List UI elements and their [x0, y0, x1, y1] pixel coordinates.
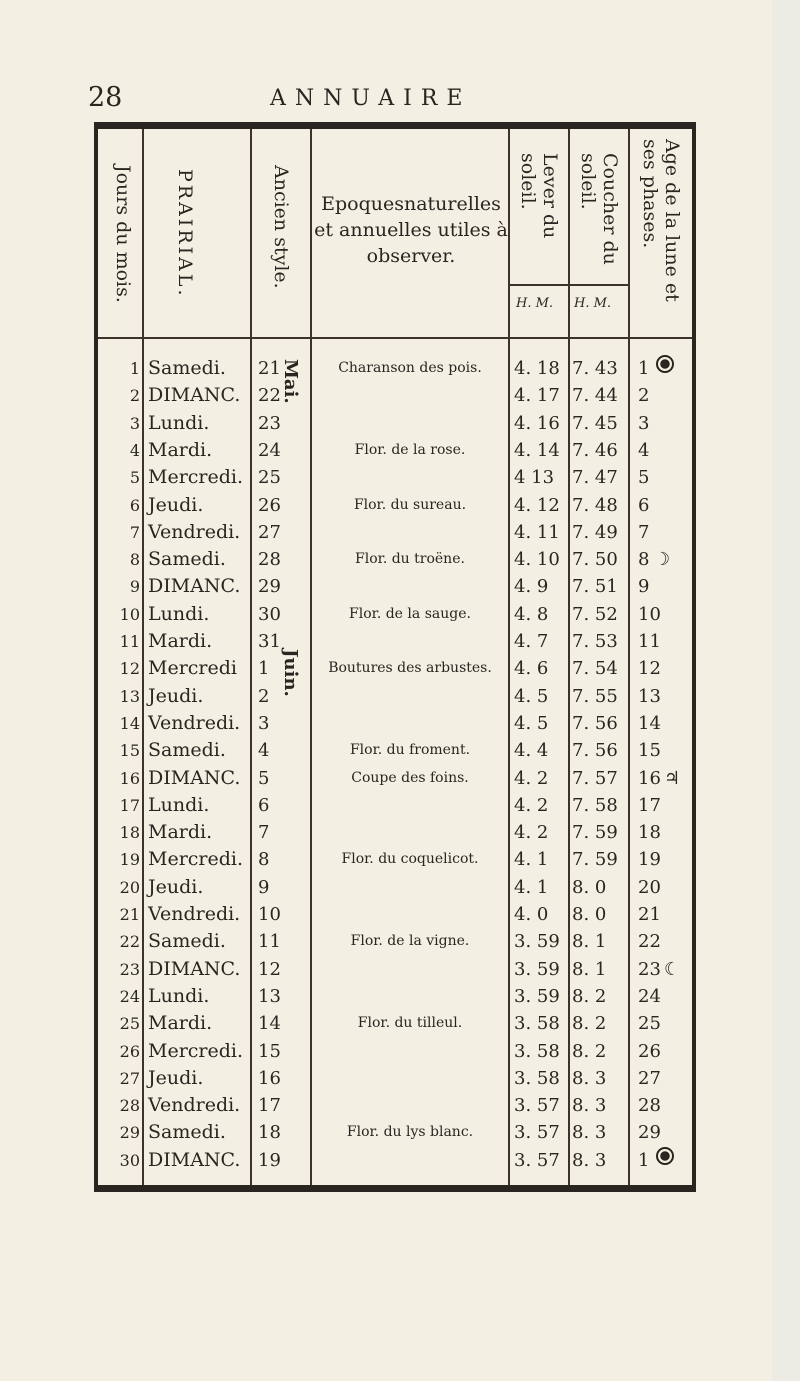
sunrise-time: 4. 2 — [514, 767, 549, 789]
table-row — [98, 355, 692, 382]
day-number: 18 — [119, 823, 140, 843]
sunrise-time: 4. 12 — [514, 494, 560, 516]
moon-age: 20 — [638, 876, 661, 898]
sunset-time: 7. 59 — [572, 822, 618, 844]
old-style-date: 18 — [258, 1122, 281, 1144]
unit-sunset: H. M. — [574, 296, 612, 311]
table-row — [98, 683, 692, 710]
weekday: Samedi. — [148, 548, 226, 571]
old-style-date: 21 — [258, 358, 281, 379]
sunset-time: 8. 2 — [572, 1040, 607, 1062]
header-old-style: Ancien style. — [269, 165, 292, 289]
sunset-time: 8. 2 — [572, 985, 607, 1007]
sunset-time: 7. 51 — [572, 576, 618, 598]
old-style-date: 24 — [258, 439, 281, 461]
moon-age: 1 — [638, 358, 650, 379]
sunrise-time: 4. 10 — [514, 549, 560, 571]
table-row — [98, 519, 692, 546]
day-number: 12 — [119, 659, 140, 679]
observation: Flor. du lys blanc. — [346, 1124, 474, 1141]
weekday: Jeudi. — [148, 684, 204, 707]
sunrise-time: 4. 2 — [514, 822, 549, 844]
weekday: Mercredi. — [148, 848, 244, 871]
old-style-date: 27 — [258, 521, 281, 543]
header-sunrise: Lever du soleil. — [517, 153, 561, 239]
sunrise-time: 4. 5 — [514, 685, 549, 707]
observation: Flor. du coquelicot. — [341, 851, 479, 868]
old-style-date: 3 — [258, 712, 270, 734]
day-number: 19 — [119, 850, 140, 870]
old-style-date: 17 — [258, 1095, 281, 1117]
sunset-time: 7. 47 — [572, 467, 618, 489]
moon-age: 25 — [638, 1013, 661, 1035]
day-number: 13 — [119, 686, 140, 706]
table-row — [98, 573, 692, 600]
sunset-time: 7. 43 — [572, 358, 618, 379]
sunset-time: 8. 0 — [572, 904, 607, 925]
weekday: DIMANC. — [148, 575, 241, 598]
moon-age: 1 — [638, 1149, 650, 1171]
old-style-date: 25 — [258, 467, 281, 489]
day-number: 1 — [129, 359, 140, 378]
sunset-time: 7. 44 — [572, 385, 618, 407]
observation: Charanson des pois. — [338, 360, 482, 376]
weekday: Jeudi. — [148, 493, 204, 516]
moon-age: 28 — [638, 1095, 661, 1117]
sunset-time: 8. 1 — [572, 958, 607, 980]
weekday: Vendredi. — [148, 903, 241, 925]
old-style-date: 22 — [258, 385, 281, 407]
moon-age: 23 — [638, 958, 661, 980]
moon-age: 14 — [638, 712, 661, 734]
old-style-date: 16 — [258, 1067, 281, 1089]
day-number: 25 — [119, 1014, 140, 1034]
sunrise-time: 3. 58 — [514, 1040, 560, 1062]
day-number: 9 — [129, 577, 140, 597]
header-sunset: Coucher du soleil. — [577, 153, 621, 265]
weekday: Lundi. — [148, 793, 210, 816]
weekday: Lundi. — [148, 411, 210, 434]
day-number: 6 — [129, 495, 140, 515]
sunset-time: 7. 50 — [572, 549, 618, 571]
old-style-date: 23 — [258, 412, 281, 434]
sunset-time: 8. 3 — [572, 1122, 607, 1144]
weekday: Jeudi. — [148, 875, 204, 898]
day-number: 26 — [119, 1041, 140, 1061]
old-style-date: 2 — [258, 685, 270, 707]
table-row — [98, 1119, 692, 1146]
page-edge — [772, 0, 800, 1381]
table-row — [98, 1147, 692, 1174]
moon-age: 7 — [638, 521, 650, 543]
sunrise-time: 3. 59 — [514, 931, 560, 953]
weekday: Mardi. — [148, 1012, 213, 1035]
day-number: 10 — [119, 604, 140, 624]
old-style-date: 26 — [258, 494, 281, 516]
weekday: Mercredi — [148, 657, 237, 680]
moon-age: 6 — [638, 494, 650, 516]
day-number: 14 — [119, 713, 140, 733]
sunrise-time: 4. 7 — [514, 631, 549, 652]
table-row — [98, 765, 692, 792]
old-style-date: 8 — [258, 849, 270, 871]
table-row — [98, 1065, 692, 1092]
header-rule — [98, 337, 692, 339]
sunset-time: 7. 55 — [572, 685, 618, 707]
day-number: 2 — [129, 386, 140, 406]
sunset-time: 7. 46 — [572, 439, 618, 461]
weekday: Samedi. — [148, 357, 226, 379]
moon-phase-icon: ☾ — [664, 958, 681, 980]
month-juin: Juin. — [280, 649, 301, 697]
weekday: DIMANC. — [148, 957, 241, 980]
sunset-time: 8. 1 — [572, 931, 607, 953]
sunrise-time: 3. 57 — [514, 1149, 560, 1171]
weekday: Jeudi. — [148, 1066, 204, 1089]
sunset-time: 7. 58 — [572, 794, 618, 816]
sunset-time: 7. 45 — [572, 412, 618, 434]
weekday: Mardi. — [148, 821, 213, 844]
sunrise-time: 4. 4 — [514, 740, 549, 762]
weekday: Mercredi. — [148, 466, 244, 489]
table-row — [98, 601, 692, 628]
weekday: Mardi. — [148, 438, 213, 461]
weekday: Mercredi. — [148, 1039, 244, 1062]
observation: Coupe des foins. — [351, 769, 469, 786]
sunrise-time: 4. 16 — [514, 412, 560, 434]
sunset-time: 7. 48 — [572, 494, 618, 516]
day-number: 20 — [119, 877, 140, 897]
day-number: 21 — [119, 905, 140, 924]
old-style-date: 7 — [258, 822, 270, 844]
old-style-date: 31 — [258, 631, 281, 652]
weekday: DIMANC. — [148, 384, 241, 407]
table-row — [98, 710, 692, 737]
observation: Flor. du tilleul. — [357, 1015, 463, 1032]
moon-age: 13 — [638, 685, 661, 707]
old-style-date: 9 — [258, 876, 270, 898]
day-number: 8 — [129, 550, 140, 570]
table-row — [98, 874, 692, 901]
table-row — [98, 901, 692, 928]
unit-rule — [508, 284, 628, 286]
observation: Flor. du troëne. — [355, 551, 465, 568]
observation: Flor. du sureau. — [353, 496, 467, 513]
observation: Flor. de la vigne. — [350, 933, 470, 950]
sunrise-time: 3. 59 — [514, 958, 560, 980]
table-row — [98, 1092, 692, 1119]
day-number: 28 — [119, 1096, 140, 1116]
header-month-name: PRAIRIAL. — [173, 169, 196, 299]
old-style-date: 29 — [258, 576, 281, 598]
weekday: Samedi. — [148, 739, 226, 762]
moon-age: 11 — [638, 631, 661, 652]
calendar-table — [94, 122, 696, 1192]
weekday: Vendredi. — [148, 520, 241, 543]
day-number: 22 — [119, 932, 140, 952]
observation: Flor. de la sauge. — [349, 605, 471, 622]
observation: Boutures des arbustes. — [328, 660, 492, 677]
table-row — [98, 737, 692, 764]
sunset-time: 8. 0 — [572, 876, 607, 898]
sunrise-time: 3. 57 — [514, 1095, 560, 1117]
old-style-date: 30 — [258, 603, 281, 625]
moon-age: 12 — [638, 658, 661, 680]
unit-sunrise: H. M. — [516, 296, 554, 311]
sunset-time: 8. 2 — [572, 1013, 607, 1035]
page-number: 28 — [88, 82, 123, 113]
day-number: 4 — [129, 440, 140, 460]
moon-age: 9 — [638, 576, 650, 598]
old-style-date: 4 — [258, 740, 270, 762]
day-number: 3 — [129, 413, 140, 433]
sunrise-time: 4. 2 — [514, 794, 549, 816]
old-style-date: 13 — [258, 985, 281, 1007]
old-style-date: 19 — [258, 1149, 281, 1171]
moon-age: 24 — [638, 985, 661, 1007]
moon-age: 26 — [638, 1040, 661, 1062]
table-row — [98, 492, 692, 519]
table-row — [98, 382, 692, 409]
table-row — [98, 983, 692, 1010]
table-row — [98, 1038, 692, 1065]
day-number: 15 — [119, 741, 140, 761]
sunrise-time: 4. 9 — [514, 576, 549, 598]
sunrise-time: 3. 58 — [514, 1067, 560, 1089]
moon-phase-icon: ♃ — [664, 767, 681, 789]
moon-age: 5 — [638, 467, 650, 489]
sunrise-time: 4. 0 — [514, 904, 549, 925]
table-row — [98, 819, 692, 846]
sunset-time: 7. 57 — [572, 767, 618, 789]
moon-age: 21 — [638, 904, 661, 925]
weekday: DIMANC. — [148, 1148, 241, 1171]
page-header — [88, 82, 648, 122]
sunrise-time: 4. 18 — [514, 358, 560, 379]
day-number: 11 — [119, 632, 140, 651]
day-number: 16 — [119, 768, 140, 788]
day-number: 30 — [119, 1150, 140, 1170]
day-number: 27 — [119, 1068, 140, 1088]
sunrise-time: 4. 1 — [514, 876, 549, 898]
moon-age: 8 — [638, 549, 650, 571]
sunrise-time: 4. 11 — [514, 521, 560, 543]
table-row — [98, 846, 692, 873]
observation: Flor. du froment. — [349, 742, 471, 759]
sunrise-time: 4. 14 — [514, 439, 560, 461]
day-number: 17 — [119, 795, 140, 815]
moon-age: 15 — [638, 740, 661, 762]
weekday: Vendredi. — [148, 711, 241, 734]
sunrise-time: 4. 17 — [514, 385, 560, 407]
weekday: Samedi. — [148, 1121, 226, 1144]
sunrise-time: 3. 59 — [514, 985, 560, 1007]
table-row — [98, 956, 692, 983]
table-row — [98, 546, 692, 573]
moon-age: 3 — [638, 412, 650, 434]
header-observations: Epoquesnaturelles et annuelles utiles à observer. — [314, 193, 508, 267]
table-row — [98, 628, 692, 655]
old-style-date: 11 — [258, 931, 281, 953]
sunrise-time: 4. 6 — [514, 658, 549, 680]
table-row — [98, 655, 692, 682]
sunset-time: 7. 49 — [572, 521, 618, 543]
moon-age: 18 — [638, 822, 661, 844]
sunset-time: 7. 56 — [572, 712, 618, 734]
table-row — [98, 410, 692, 437]
moon-age: 27 — [638, 1067, 661, 1089]
moon-age: 17 — [638, 794, 661, 816]
old-style-date: 15 — [258, 1040, 281, 1062]
table-row — [98, 928, 692, 955]
day-number: 23 — [119, 959, 140, 979]
sunset-time: 7. 59 — [572, 849, 618, 871]
sunset-time: 7. 53 — [572, 631, 618, 652]
observation: Flor. de la rose. — [354, 441, 466, 458]
sunrise-time: 4 13 — [514, 467, 555, 489]
old-style-date: 28 — [258, 549, 281, 571]
day-number: 5 — [129, 468, 140, 488]
sunrise-time: 3. 57 — [514, 1122, 560, 1144]
table-row — [98, 437, 692, 464]
moon-phase-icon: ☽ — [654, 549, 671, 571]
old-style-date: 10 — [258, 904, 281, 925]
old-style-date: 1 — [258, 658, 270, 680]
sunset-time: 8. 3 — [572, 1067, 607, 1089]
table-row — [98, 1010, 692, 1037]
weekday: Mardi. — [148, 630, 213, 652]
old-style-date: 5 — [258, 767, 270, 789]
table-row — [98, 464, 692, 491]
weekday: Lundi. — [148, 602, 210, 625]
header-moon: Age de la lune et ses phases. — [639, 139, 683, 302]
header-days-of-month: Jours du mois. — [111, 165, 134, 303]
moon-age: 29 — [638, 1122, 661, 1144]
moon-age: 22 — [638, 931, 661, 953]
old-style-date: 14 — [258, 1013, 281, 1035]
old-style-date: 12 — [258, 958, 281, 980]
old-style-date: 6 — [258, 794, 270, 816]
moon-age: 16 — [638, 767, 661, 789]
weekday: DIMANC. — [148, 766, 241, 789]
moon-age: 4 — [638, 439, 650, 461]
moon-age: 2 — [638, 385, 650, 407]
month-mai: Mai. — [280, 359, 301, 404]
table-row — [98, 792, 692, 819]
running-title: ANNUAIRE — [270, 86, 472, 111]
sunset-time: 8. 3 — [572, 1149, 607, 1171]
sunrise-time: 4. 1 — [514, 849, 549, 871]
sunset-time: 8. 3 — [572, 1095, 607, 1117]
day-number: 7 — [129, 522, 140, 542]
sunrise-time: 3. 58 — [514, 1013, 560, 1035]
weekday: Lundi. — [148, 984, 210, 1007]
weekday: Vendredi. — [148, 1094, 241, 1117]
moon-age: 10 — [638, 603, 661, 625]
sunset-time: 7. 54 — [572, 658, 618, 680]
day-number: 24 — [119, 986, 140, 1006]
moon-age: 19 — [638, 849, 661, 871]
sunset-time: 7. 56 — [572, 740, 618, 762]
weekday: Samedi. — [148, 930, 226, 953]
sunrise-time: 4. 5 — [514, 712, 549, 734]
sunrise-time: 4. 8 — [514, 603, 549, 625]
day-number: 29 — [119, 1123, 140, 1143]
sunset-time: 7. 52 — [572, 603, 618, 625]
